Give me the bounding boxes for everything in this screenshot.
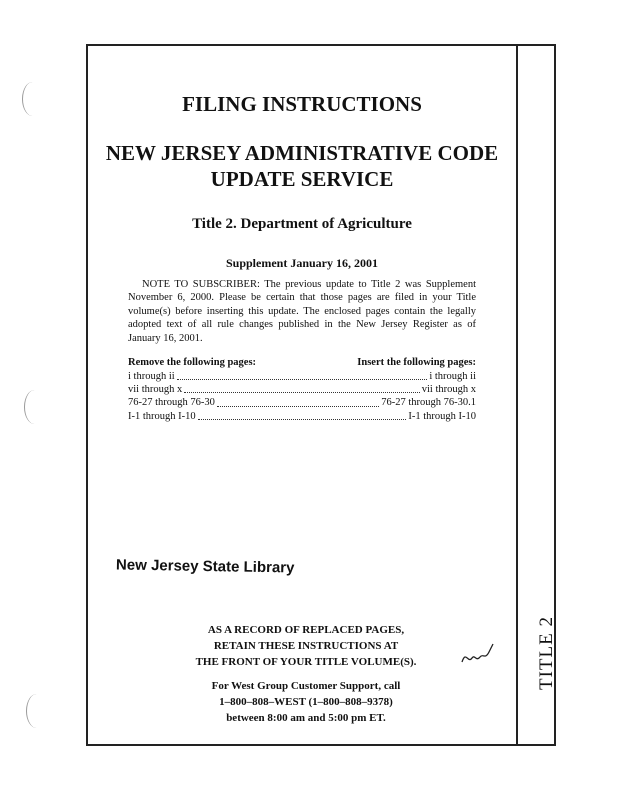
code-title-line: NEW JERSEY ADMINISTRATIVE CODE (105, 141, 499, 165)
record-notice-line: AS A RECORD OF REPLACED PAGES, (207, 624, 405, 636)
remove-pages: vii through x (128, 384, 183, 396)
remove-pages: 76-27 through 76-30 (128, 397, 215, 409)
remove-header: Remove the following pages: (128, 357, 257, 368)
support-line: For West Group Customer Support, call (211, 680, 401, 692)
insert-pages: i through ii (429, 371, 476, 382)
record-notice-line: RETAIN THESE INSTRUCTIONS AT (213, 640, 399, 652)
subscriber-note: NOTE TO SUBSCRIBER: The previous update to Title 2 was Supplement November 6, 2000. Please be certain that those pages are filed in your Title volume(s) before inserting this update. The enclosed pages contain the legally adopted text of all rule changes published in the New Jersey Register as of January 16, 2001. (128, 279, 476, 344)
punch-hole (26, 694, 47, 728)
page-replacement-list (128, 356, 476, 423)
code-title-line: UPDATE SERVICE (210, 167, 394, 191)
insert-pages: I-1 through I-10 (408, 410, 476, 422)
department-title: Title 2. Department of Agriculture (192, 216, 412, 232)
page-list-header (128, 356, 476, 370)
filing-instructions-heading: FILING INSTRUCTIONS (182, 92, 422, 116)
dot-leader (184, 392, 420, 393)
customer-support (146, 678, 466, 726)
support-line: 1–800–808–WEST (1–800–808–9378) (219, 696, 393, 708)
punch-hole (22, 82, 43, 116)
list-item (128, 370, 476, 383)
dot-leader (217, 406, 379, 407)
title-tab-label: TITLE 2 (536, 615, 557, 690)
handwritten-initials (458, 640, 498, 670)
library-stamp: New Jersey State Library (115, 556, 295, 577)
code-title (86, 140, 518, 192)
supplement-date: Supplement January 16, 2001 (225, 256, 379, 270)
record-notice (146, 622, 466, 670)
insert-pages: 76-27 through 76-30.1 (381, 397, 476, 409)
dot-leader (198, 419, 407, 420)
punch-hole (24, 390, 45, 424)
record-notice-line: THE FRONT OF YOUR TITLE VOLUME(S). (195, 656, 417, 668)
insert-pages: vii through x (421, 384, 476, 396)
support-line: between 8:00 am and 5:00 pm ET. (226, 712, 386, 724)
list-item (128, 410, 476, 423)
insert-header: Insert the following pages: (357, 357, 476, 368)
list-item (128, 383, 476, 396)
dot-leader (177, 379, 428, 380)
remove-pages: i through ii (128, 371, 175, 382)
remove-pages: I-1 through I-10 (128, 410, 196, 422)
list-item (128, 396, 476, 409)
